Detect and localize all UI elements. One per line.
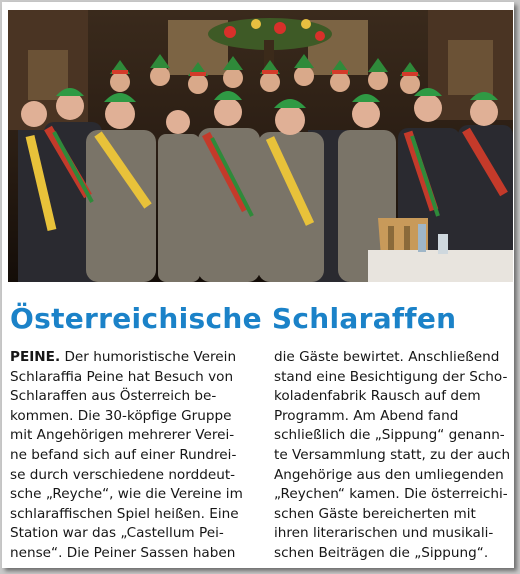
article-line: sche „Reyche“, wie die Vereine im [10,486,243,503]
article-line: Schlaraffen aus Österreich be- [10,388,217,405]
article-line: Angehörige aus den umliegenden [274,466,504,483]
article-line: PEINE. Der humoristische Verein [10,349,237,365]
article-line: „Reychen“ kamen. Die österreichi- [274,486,508,503]
article-line: schließlich die „Sippung“ genann- [274,427,505,444]
article-line: schlaraffischen Spiel heißen. Eine [10,505,239,522]
article-body-left-column [10,348,268,564]
article-line: mit Angehörigen mehrerer Verei- [10,427,235,444]
article-line: se durch verschiedene norddeut- [10,466,236,483]
group-photo [8,10,513,282]
article-line: ihren literarischen und musikali- [274,525,494,542]
article-line: schen Beiträgen die „Sippung“. [274,544,489,561]
article-line: Programm. Am Abend fand [274,407,459,424]
article-line: ne befand sich auf einer Rundrei- [10,446,237,463]
article-headline: Österreichische Schlaraffen [10,302,457,335]
dateline: PEINE. [10,349,61,365]
article-line: stand eine Besichtigung der Scho- [274,368,508,385]
article-line: te Versammlung statt, zu der auch [274,446,511,463]
article-line: nense“. Die Peiner Sassen haben [10,544,236,561]
article-line: Station war das „Castellum Pei- [10,525,224,542]
article-line: die Gäste bewirtet. Anschließend [274,349,500,365]
article-line: kommen. Die 30-köpfige Gruppe [10,407,232,424]
article-line: Schlaraffia Peine hat Besuch von [10,368,234,385]
article-line: koladenfabrik Rausch auf dem [274,388,481,405]
newspaper-clipping [2,2,514,568]
article-body-right-column [274,348,512,564]
article-line: schen Gäste bereicherten mit [274,505,476,522]
